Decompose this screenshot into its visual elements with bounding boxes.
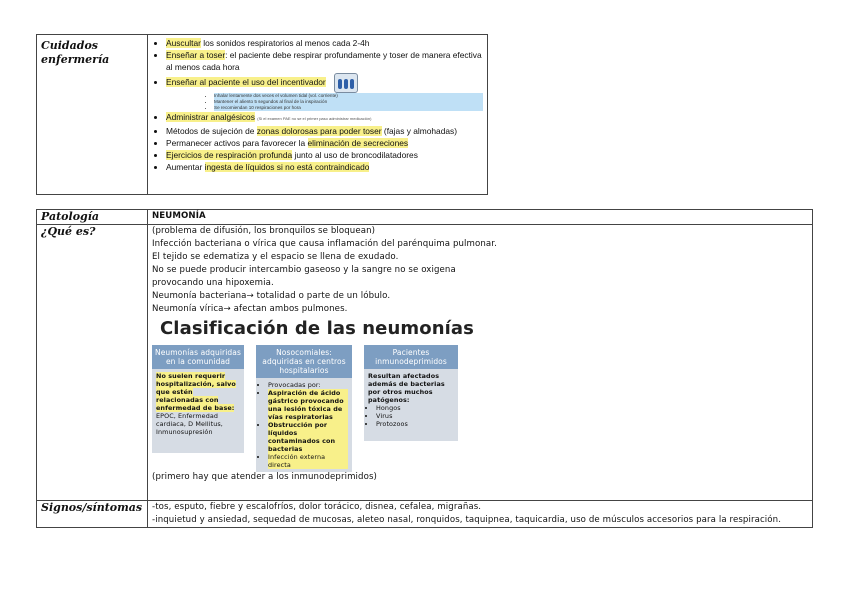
- care-item: • Enseñar al paciente el uso del incentivador • Inhalar lentamente dos veces el volumen tidal (vol. corriente) • Mantener el aliento 5 segundos al final de la inspiración • Se recomiendan 10 respiraciones por hora: [166, 73, 483, 111]
- what-line: Neumonía vírica→ afectan ambos pulmones.: [152, 304, 348, 314]
- what-content: [148, 225, 813, 501]
- incentive-spirometer-icon: [334, 73, 358, 93]
- incentive-subitem: • Se recomiendan 10 respiraciones por hora: [214, 105, 483, 111]
- box-title: Nosocomiales: adquiridas en centros hospitalarios: [256, 345, 352, 378]
- signs-line: -inquietud y ansiedad, sequedad de mucosas, aleteo nasal, ronquidos, taquipnea, taquicardia, uso de músculos accesorios para la respiración.: [152, 515, 782, 525]
- care-item: • Enseñar a toser: el paciente debe respirar profundamente y toser de manera efectiva al menos cada hora: [166, 49, 483, 73]
- care-item: • Permanecer activos para favorecer la eliminación de secreciones: [166, 137, 483, 149]
- box-body: [364, 369, 458, 441]
- box-bullet: • Obstrucción por líquidos contaminados con bacterias: [268, 421, 348, 453]
- care-item: • Métodos de sujeción de zonas dolorosas para poder toser (fajas y almohadas): [166, 125, 483, 137]
- pathology-table: [36, 209, 813, 528]
- signs-line: -tos, esputo, fiebre y escalofríos, dolor torácico, disnea, cefalea, migrañas.: [152, 502, 482, 512]
- classification-title: Clasificación de las neumonías: [160, 318, 474, 339]
- box-bullet: • Protozoos: [376, 420, 454, 428]
- box-bullet: • Infección externa directa: [268, 453, 348, 469]
- incentive-sublist: [166, 93, 483, 111]
- immunocompromised-box: [364, 345, 458, 441]
- what-line: No se puede producir intercambio gaseoso y la sangre no se oxigena: [152, 265, 456, 275]
- box-bullet: • Provocadas por:: [268, 381, 348, 389]
- signs-label: Signos/síntomas: [37, 501, 148, 528]
- pathology-value: NEUMONÍA: [148, 210, 813, 225]
- incentive-subitem: • Mantener el aliento 5 segundos al final de la inspiración: [214, 99, 483, 105]
- care-label-line1: Cuidados: [41, 39, 98, 52]
- box-body: No suelen requerir hospitalización, salvo que estén relacionadas con enfermedad de base: EPOC, Enfermedad cardiaca, D Mellitus, Inmunosupresión: [152, 369, 244, 453]
- what-line: El tejido se edematiza y el espacio se llena de exudado.: [152, 252, 399, 262]
- box-bullet: • Aspiración de ácido gástrico provocando una lesión tóxica de vías respiratorias: [268, 389, 348, 421]
- nosocomial-pneumonia-box: [256, 345, 352, 472]
- box-body: [256, 378, 352, 472]
- care-item: • Aumentar ingesta de líquidos si no está contraindicado: [166, 161, 483, 173]
- care-label-line2: enfermería: [41, 53, 110, 66]
- care-item: • Administrar analgésicos (Si el examen PAE no se el primer paso administrar medicación): [166, 111, 483, 125]
- care-list: [152, 37, 483, 173]
- what-line: Infección bacteriana o vírica que causa inflamación del parénquima pulmonar.: [152, 239, 497, 249]
- box-bullet: • Virus: [376, 412, 454, 420]
- classification-diagram: [152, 345, 808, 471]
- care-item: • Auscultar los sonidos respiratorios al menos cada 2-4h: [166, 37, 483, 49]
- box-title: Neumonías adquiridas en la comunidad: [152, 345, 244, 369]
- care-label: [37, 35, 148, 195]
- what-line: provocando una hipoxemia.: [152, 278, 274, 288]
- box-bullet: • Hongos: [376, 404, 454, 412]
- box-title: Pacientes inmunodeprimidos: [364, 345, 458, 369]
- community-pneumonia-box: [152, 345, 244, 453]
- incentive-subitem: • Inhalar lentamente dos veces el volumen tidal (vol. corriente): [214, 93, 483, 99]
- care-table: [36, 34, 488, 195]
- pathology-label: Patología: [37, 210, 148, 225]
- what-footer: (primero hay que atender a los inmunodeprimidos): [152, 472, 377, 482]
- what-line: Neumonía bacteriana→ totalidad o parte de un lóbulo.: [152, 291, 391, 301]
- signs-content: [148, 501, 813, 528]
- care-item: • Ejercicios de respiración profunda junto al uso de broncodilatadores: [166, 149, 483, 161]
- care-content: [148, 35, 488, 195]
- what-line: (problema de difusión, los bronquilos se bloquean): [152, 226, 376, 236]
- what-label: ¿Qué es?: [37, 225, 148, 501]
- box-text: Resultan afectados además de bacterias por otros muchos patógenos:: [368, 372, 445, 404]
